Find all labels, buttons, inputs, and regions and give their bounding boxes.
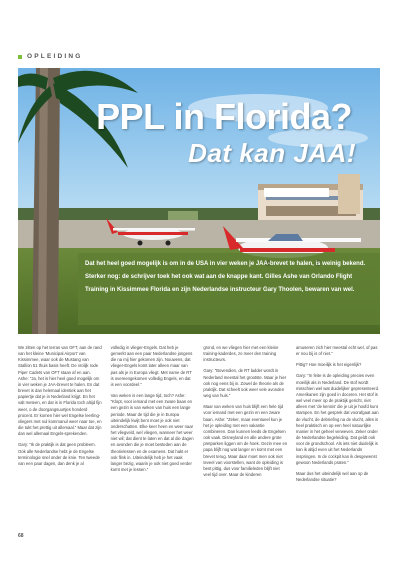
section-label: OPLEIDING: [27, 53, 83, 60]
column-1: [18, 345, 102, 488]
section-header: [18, 53, 83, 60]
hero-photo: [18, 68, 380, 334]
paragraph: amuseren zich hier meestal echt wel, of pas er nou bij is of niet.": [295, 345, 378, 357]
page-number: 68: [18, 533, 24, 539]
section-marker: [18, 55, 22, 59]
intro-text: Dat het heel goed mogelijk is om in de USA in vier weken je JAA-brevet te halen, is weinig bekend. Sterker nog: de schrijver toek het ook wat aan de knappe kant. Gilles Ashe van Orlando Flight Training in Kissimmee Florida en zijn Nederlandse instructeur Gary Thoolen, bewaren van wel.: [85, 261, 366, 293]
paragraph: Maar dus het uiteindelijk wel aan op de Nederlandse situatie?: [295, 470, 369, 482]
subheadline: Dat kan JAA!: [188, 138, 356, 168]
paragraph: grond, en we vliegen hier met een kleine training-kaderdes, zo meer den training instructeurs.: [203, 345, 279, 363]
paragraph: Gary: "Bovendien, de RT ladder wordt in Nederland meestal het grootste. Maar je hier ook nog eens bij in. Zowel de theorie als de praktijk. Dat scheelt ook weer vele avonden weg van huis.": [203, 368, 287, 399]
headline: PPL in Florida?: [96, 96, 352, 137]
paragraph: Pittig? Hoe moeilijk is het eigenlijk?: [295, 362, 362, 368]
paragraph: volledig in vlieger-Engels. Dat heb je gemerkt aan een paar Nederlandse jongens die na mij hier gekomen zijn. Nouwens, dat vlieger-Engels komt later alleen maar van pas als je in Europa vliegt. Met name de RT is overeengekomen volledig Engels, en dat is een voordeel.": [110, 345, 193, 387]
column-4: [296, 345, 380, 488]
paragraph: Maar van weken van huis blijft een hele tijd voor iemand met een gezin en een zware baan. Ashe: "Zeker, maar eventueel kun je het je opleiding met een vakantie combineren. Dan kunnen leeds de Engelsen ook vaak. Disneyland en alle andere grote pretparken liggen om de hoek. Gezin mee en papa blijft nog wat langer en komt met een brevet terug. Maar daar moet men ook niet teveel van voorstellen, want de opleiding is best pittig, dus voor familieleden blijft niet veel tijd over. Maar de kinderen: [203, 404, 288, 477]
article-body: [18, 345, 380, 488]
column-2: [111, 345, 195, 488]
paragraph: We zitten op het terras van OFT, aan de rand van het kleine 'Municipal Airport' van Kissimmee, waar ook de Mustang van Stallion 51 thuis basis heeft. De vrolijk rode Piper Cadets van OFT staan af en aan. Ashe: "Ja, het is hier heel goed mogelijk om in vier weken je JAA-brevet te halen. En dat brevet is dan helemaal identiek aan het papiertje dat je in Nederland krijgt. En het valt meteen, en dat is in Florida toch altijd fijn weer, o de doorgangsuurtjes honderd procent. Er komen hier wel Engelse leerling-vliegers met nul kommanul weer naar toe, en die tukt het prettig uit allemaal." Maar dat zijn dan wel allemaal Engels-sprekenden.: [18, 345, 102, 437]
column-3: [203, 345, 287, 488]
paragraph: Gary: "In feite is de opleiding precies even moeilijk als in Nederland. De stof wordt misschien wel wat duidelijker gepresenteerd. Amerikanen zijn goed in doceren. Het stof is wel veel meer op de praktijk gericht, niet alleen met 'de kennis' die je uit je hoofd kunt stampen. En het gesprek dat voorafgaat aan de vlucht, de debriefing na de vlucht, alles is heel praktisch en op een heel natuurlijke manier in het geheel verweven. Zeker onder de Nederlandse begeleiding. Dat geldt ook voor de grondschool. Als iets niet duidelijk is kan ik altijd even uit het Nederlands inspringen. In de cockpit kan ik desgewenst gewoon Nederlands praten.": [295, 373, 380, 465]
paragraph: Gary: "Ik de praktijk is dat geen probleem. Ook alle Nederlandse hebt je de Engelse terminologie snel onder de knie. Ten tweede van een paar dagen, dan denk je al: [18, 442, 100, 466]
paragraph: Van weken is een lange tijd, toch? Ashe: "Klopt, voor iemand met een zware baan en een gezin is van weken van huis een lange periode. Maar de tijd die je in Europa uiteindelijk kwijt bent moet je ook niet onderschatten. Elke keer heen en weer naar het vliegveld, wel vliegen, wanneer het weer niet wil; dat dient te laten en dat al die dagen en avonden die je moet besteden aan de theorielessen en de examens. Dat hakt er ook flink in. Uiteindelijk heb je het vaak langer bezig, waarin je ook niet goed verder komt met je lessen.": [110, 393, 194, 472]
